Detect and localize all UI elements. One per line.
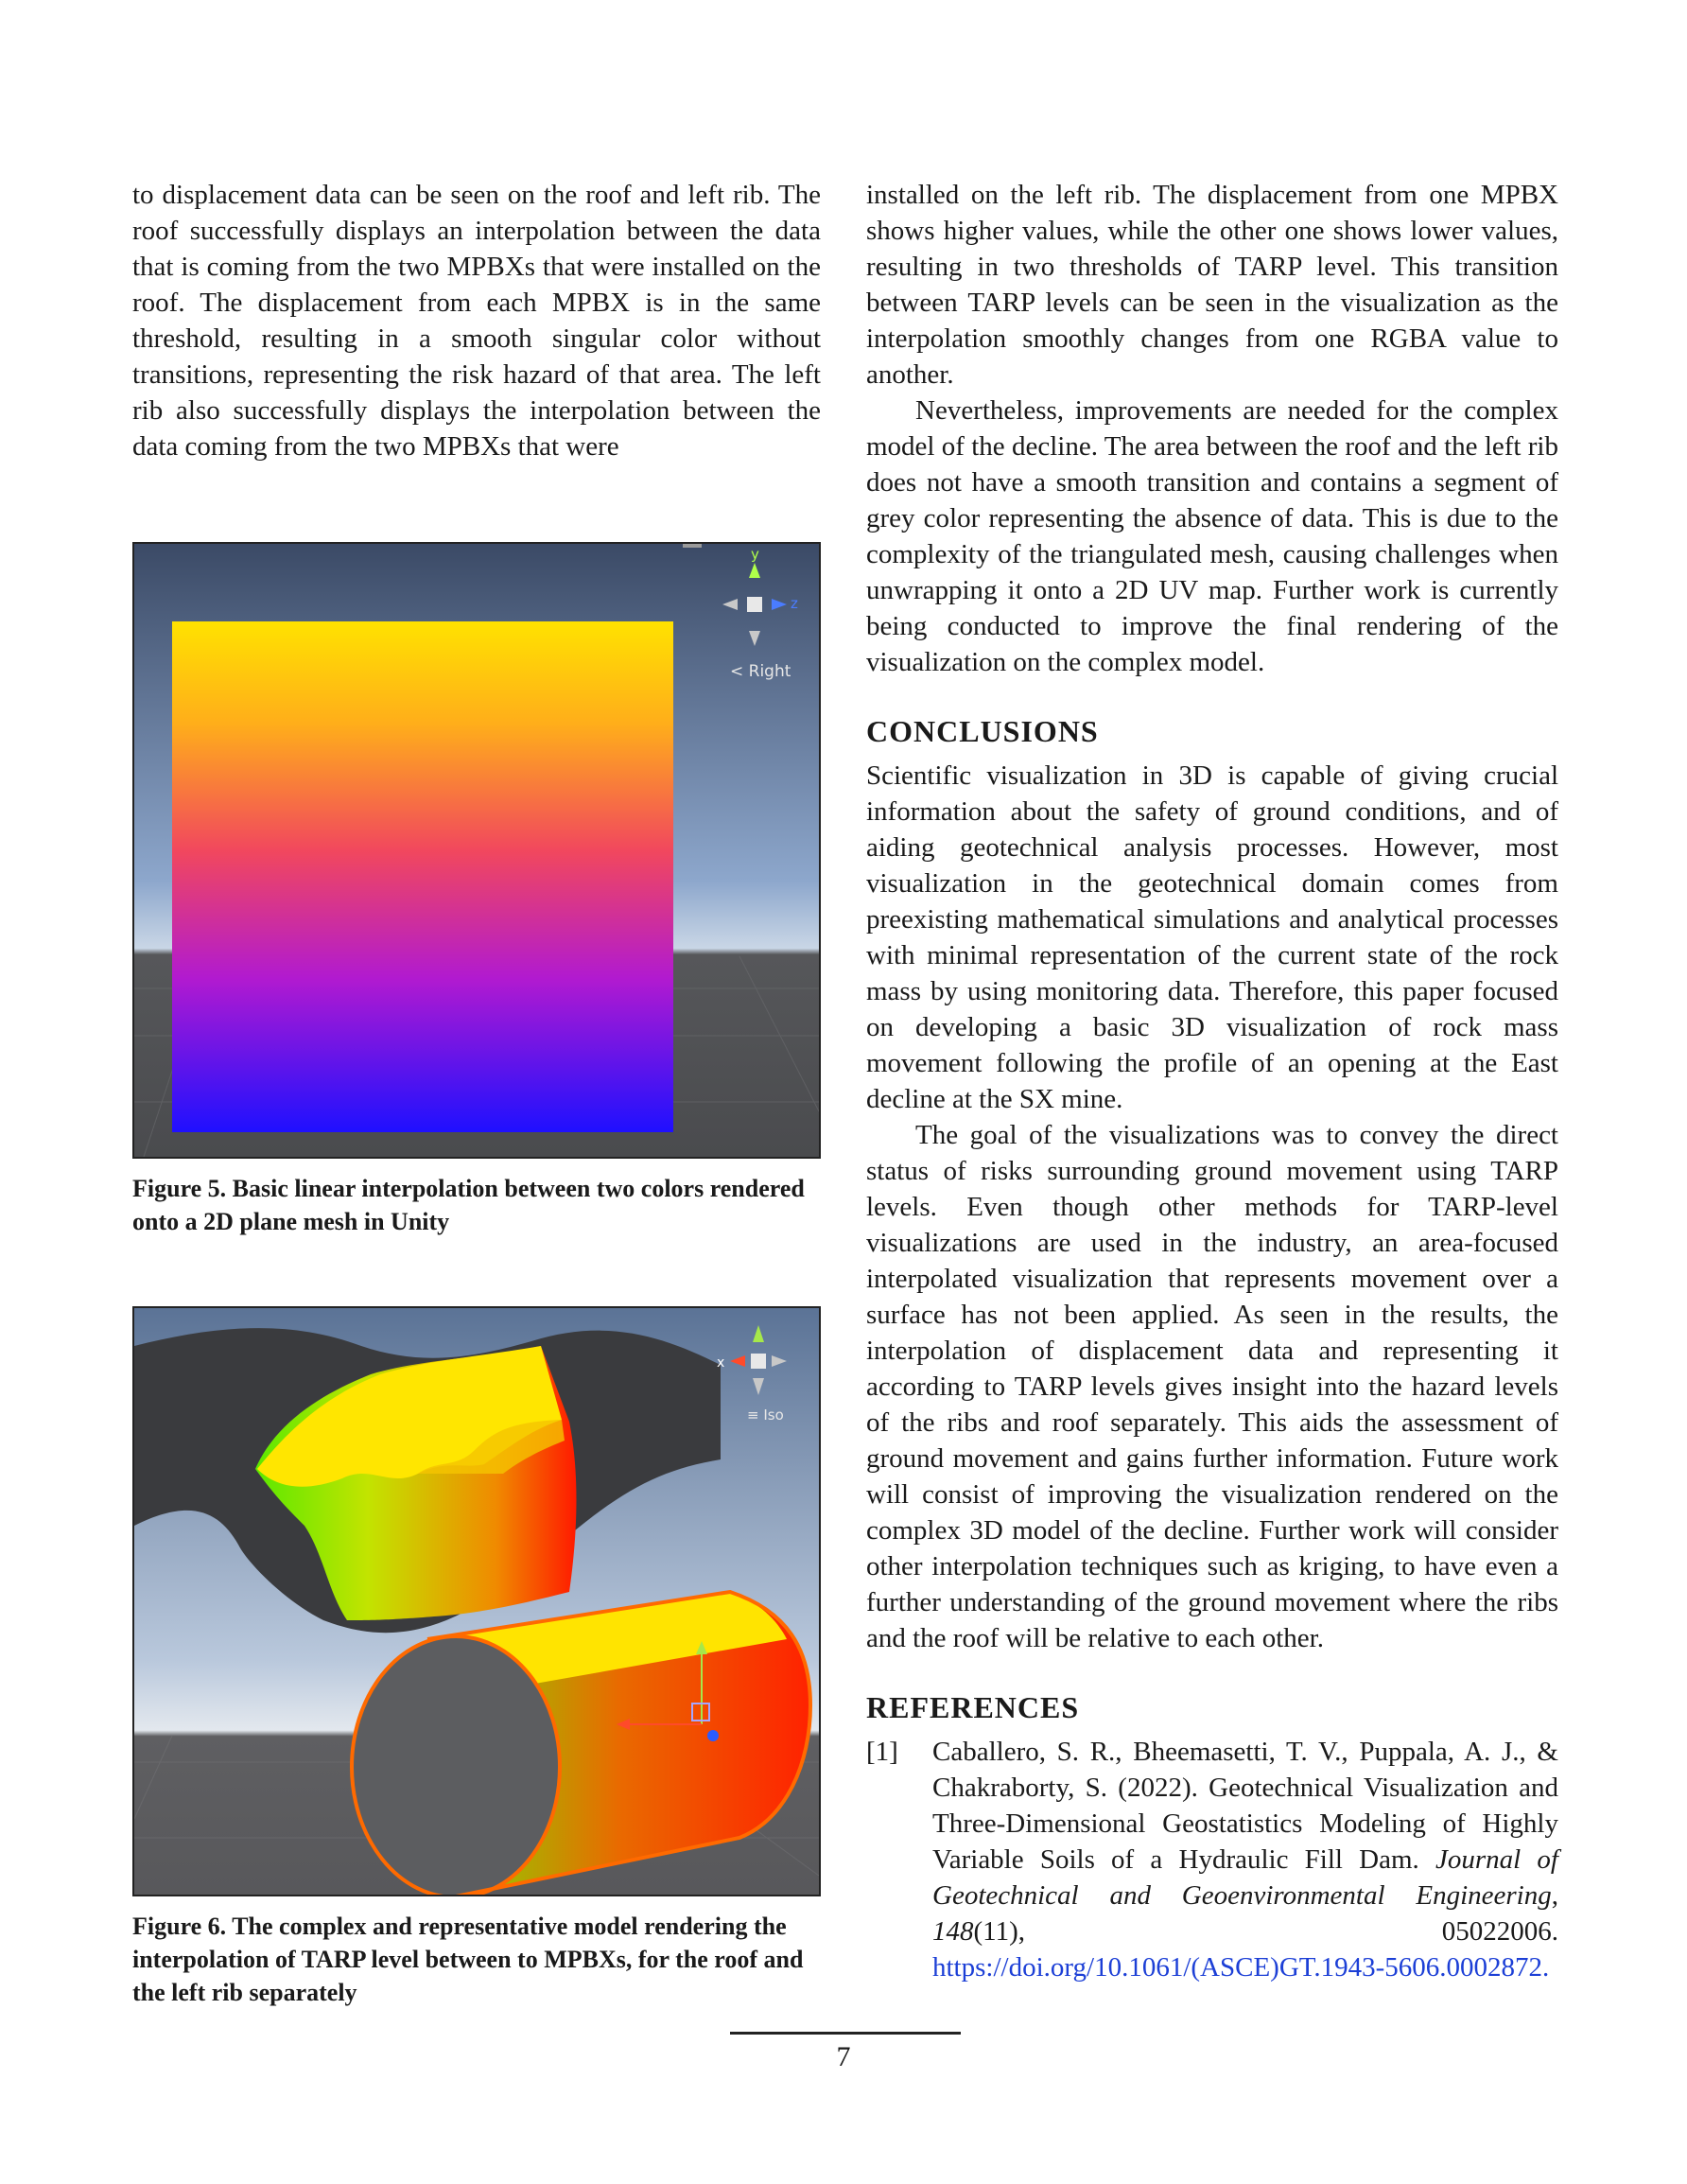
interpolated-plane-mesh xyxy=(172,621,673,1132)
figure-5-image xyxy=(132,542,821,1159)
page-number: 7 xyxy=(836,2041,851,2072)
body-paragraph: installed on the left rib. The displacement from one MPBX shows higher values, while the other one shows lower values, resulting in two thresholds of TARP level. This transition between TARP levels can be seen in the visualization as the interpolation smoothly changes from one RGBA value to another. xyxy=(866,180,1558,390)
reference-journal: Journal of Geotechnical and Geoenvironmental Engineering xyxy=(932,1844,1558,1911)
reference-number: [1] xyxy=(866,1737,898,1767)
svg-text:y: y xyxy=(751,546,759,563)
figure-6-render xyxy=(134,1308,819,1895)
right-column xyxy=(866,177,1558,1985)
svg-text:z: z xyxy=(791,595,798,612)
figure-5-caption: Figure 5. Basic linear interpolation between two colors rendered onto a 2D plane mesh in Unity xyxy=(132,1175,805,1235)
left-column xyxy=(132,177,821,2009)
view-orientation-label[interactable]: < Right xyxy=(730,662,791,681)
reference-item: [1] Caballero, S. R., Bheemasetti, T. V., Puppala, A. J., & Chakraborty, S. (2022). Geotechnical Visualization and Three-Dimensional Geostatistics Modeling of Highly Variable Soils of a Hydraulic Fill Dam. Journal of Geotechnical and Geoenvironmental Engineering, 148(11), 05022006. https://doi.org/10.1061/(ASCE)GT.1943-5606.0002872. xyxy=(866,1734,1558,1985)
reference-volume: 148 xyxy=(932,1916,974,1947)
lock-icon xyxy=(683,544,702,548)
body-paragraph: to displacement data can be seen on the roof and left rib. The roof successfully displays an interpolation between the data that is coming from the two MPBXs that were installed on the roof. The displacement from each MPBX is in the same threshold, resulting in a smooth singular color without transitions, representing the risk hazard of that area. The left rib also successfully displays the interpolation between the data coming from the two MPBXs that were xyxy=(132,180,821,462)
figure-6-image xyxy=(132,1306,821,1896)
references-heading: REFERENCES xyxy=(866,1690,1080,1724)
figure-5-render xyxy=(134,544,819,1157)
view-orientation-label[interactable]: ≡ Iso xyxy=(747,1406,784,1424)
body-paragraph: The goal of the visualizations was to convey the direct status of risks surrounding ground movement using TARP levels. Even though other methods for TARP-level visualizations are used in the industry, an area-focused interpolated visualization that represents movement over a surface has not been applied. As seen in the results, the interpolation of displacement data and representing it according to TARP levels gives insight into the hazard levels of the ribs and roof separately. This aids the assessment of ground movement and gains further information. Future work will consist of improving the visualization rendered on the complex 3D model of the decline. Further work will consider other interpolation techniques such as kriging, to have even a further understanding of the ground movement where the ribs and the roof will be relative to each other. xyxy=(866,1120,1558,1653)
body-paragraph: Scientific visualization in 3D is capable of giving crucial information about the safety of ground conditions, and of aiding geotechnical analysis processes. However, most visualization in the geotechnical domain comes from preexisting mathematical simulations and analytical processes with minimal representation of the current state of the rock mass by using monitoring data. Therefore, this paper focused on developing a basic 3D visualization of rock mass movement following the profile of an opening at the East decline at the SX mine. xyxy=(866,760,1558,1114)
svg-text:x: x xyxy=(717,1355,725,1371)
reference-doi-link[interactable]: https://doi.org/10.1061/(ASCE)GT.1943-5606.0002872. xyxy=(932,1952,1550,1983)
body-paragraph: Nevertheless, improvements are needed for the complex model of the decline. The area between the roof and the left rib does not have a smooth transition and contains a segment of grey color representing the absence of data. This is due to the complexity of the triangulated mesh, causing challenges when unwrapping it onto a 2D UV map. Further work is currently being conducted to improve the final rendering of the visualization on the complex model. xyxy=(866,395,1558,677)
reference-text: Caballero, S. R., Bheemasetti, T. V., Puppala, A. J., & Chakraborty, S. (2022). Geotechnical Visualization and Three-Dimensional Geostatistics Modeling of Highly Variable Soils of a Hydraulic Fill Dam. xyxy=(932,1737,1558,1875)
rib-end-cap xyxy=(352,1636,560,1895)
conclusions-heading: CONCLUSIONS xyxy=(866,714,1099,748)
figure-6-caption: Figure 6. The complex and representative model rendering the interpolation of TARP level between to MPBXs, for the roof and the left rib separately xyxy=(132,1913,804,2006)
footer-rule xyxy=(730,2032,961,2035)
reference-issue: (11), 05022006. xyxy=(973,1916,1558,1947)
